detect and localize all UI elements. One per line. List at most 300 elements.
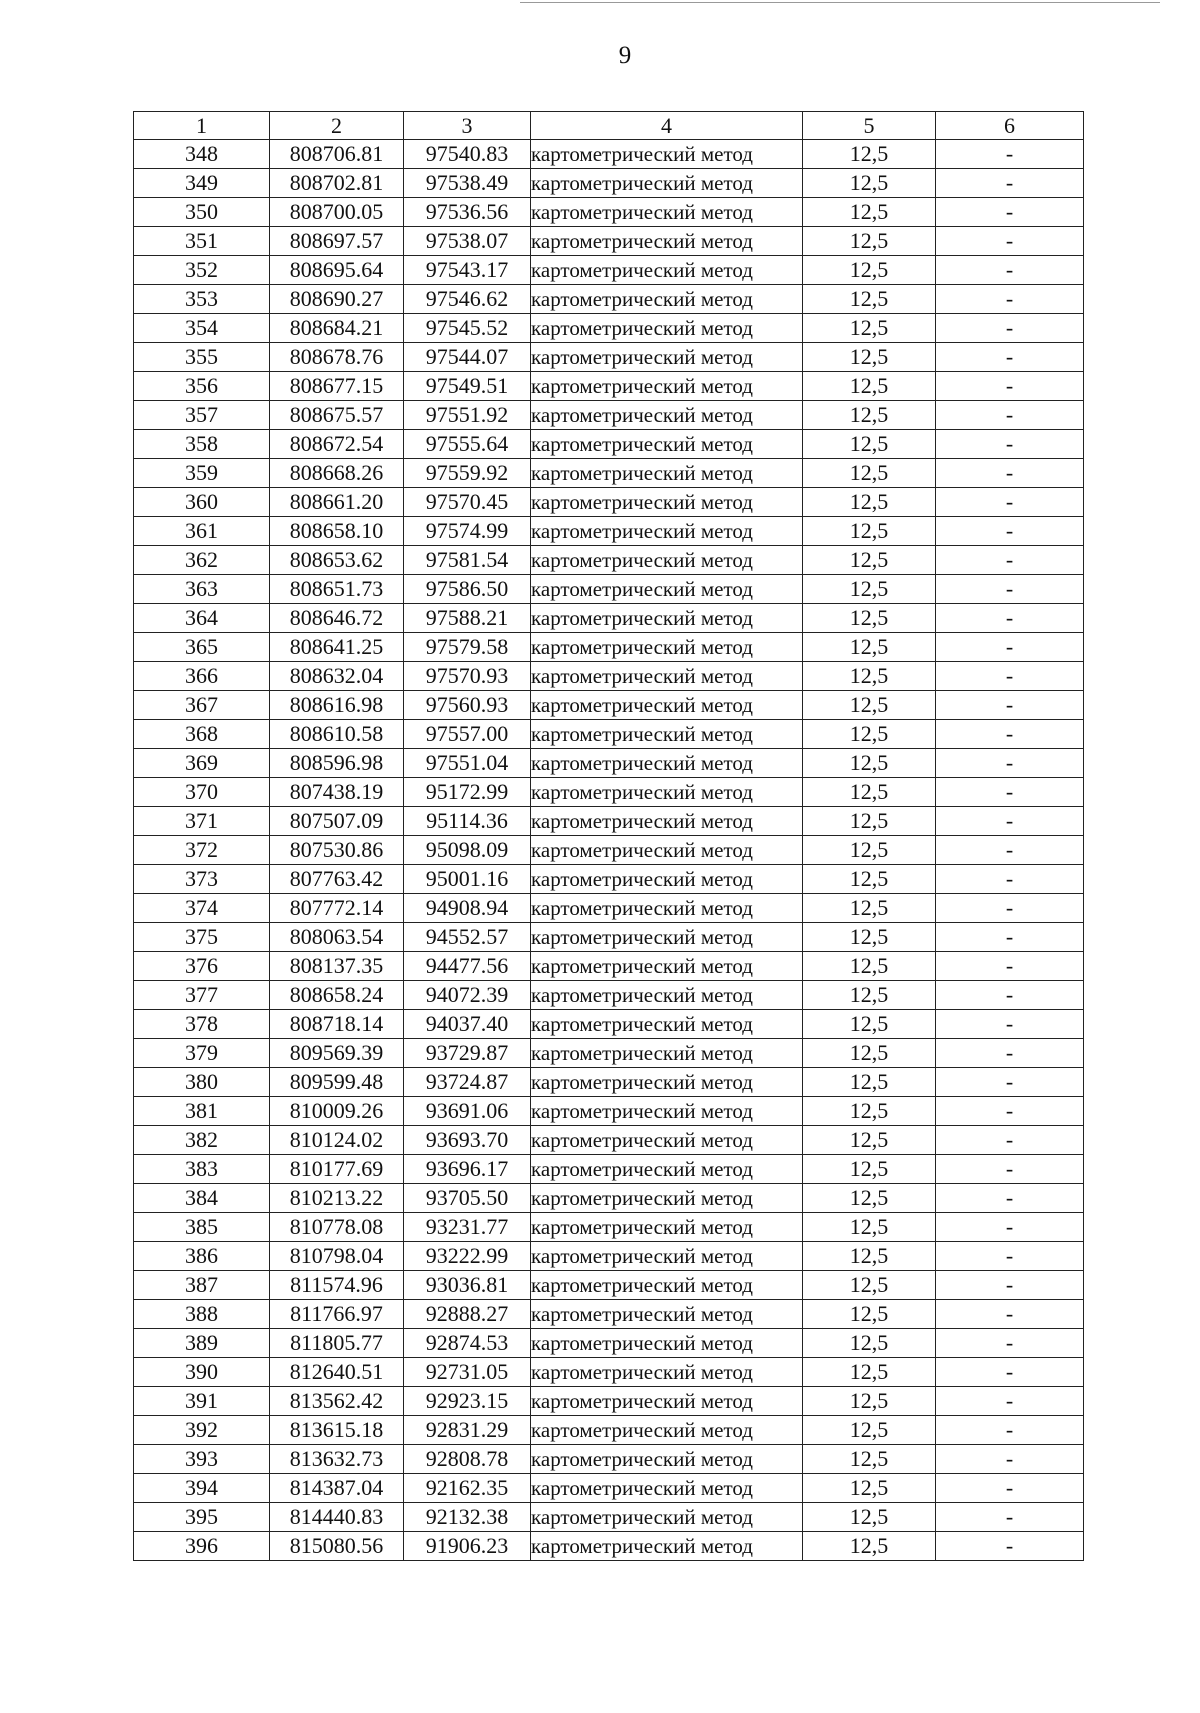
x-coordinate-cell: 808651.73 xyxy=(270,575,404,604)
method-cell: картометрический метод xyxy=(531,836,803,865)
point-number-cell: 396 xyxy=(134,1532,270,1561)
column-header: 4 xyxy=(531,112,803,140)
note-cell: - xyxy=(936,1387,1084,1416)
note-cell: - xyxy=(936,1474,1084,1503)
table-row xyxy=(134,1416,1084,1445)
method-cell: картометрический метод xyxy=(531,1039,803,1068)
point-number-cell: 373 xyxy=(134,865,270,894)
x-coordinate-cell: 808616.98 xyxy=(270,691,404,720)
method-cell: картометрический метод xyxy=(531,1503,803,1532)
method-cell: картометрический метод xyxy=(531,1329,803,1358)
y-coordinate-cell: 92831.29 xyxy=(404,1416,531,1445)
table-row xyxy=(134,604,1084,633)
note-cell: - xyxy=(936,633,1084,662)
point-number-cell: 358 xyxy=(134,430,270,459)
point-number-cell: 359 xyxy=(134,459,270,488)
table-row xyxy=(134,633,1084,662)
point-number-cell: 392 xyxy=(134,1416,270,1445)
accuracy-cell: 12,5 xyxy=(803,1387,936,1416)
note-cell: - xyxy=(936,401,1084,430)
point-number-cell: 354 xyxy=(134,314,270,343)
note-cell: - xyxy=(936,923,1084,952)
x-coordinate-cell: 808700.05 xyxy=(270,198,404,227)
accuracy-cell: 12,5 xyxy=(803,923,936,952)
accuracy-cell: 12,5 xyxy=(803,140,936,169)
x-coordinate-cell: 808697.57 xyxy=(270,227,404,256)
method-cell: картометрический метод xyxy=(531,720,803,749)
point-number-cell: 388 xyxy=(134,1300,270,1329)
y-coordinate-cell: 92731.05 xyxy=(404,1358,531,1387)
point-number-cell: 393 xyxy=(134,1445,270,1474)
y-coordinate-cell: 94908.94 xyxy=(404,894,531,923)
y-coordinate-cell: 92888.27 xyxy=(404,1300,531,1329)
x-coordinate-cell: 808063.54 xyxy=(270,923,404,952)
accuracy-cell: 12,5 xyxy=(803,1445,936,1474)
method-cell: картометрический метод xyxy=(531,575,803,604)
accuracy-cell: 12,5 xyxy=(803,1329,936,1358)
y-coordinate-cell: 94552.57 xyxy=(404,923,531,952)
point-number-cell: 368 xyxy=(134,720,270,749)
top-rule xyxy=(520,2,1160,3)
table-row xyxy=(134,662,1084,691)
accuracy-cell: 12,5 xyxy=(803,488,936,517)
note-cell: - xyxy=(936,1300,1084,1329)
y-coordinate-cell: 93696.17 xyxy=(404,1155,531,1184)
point-number-cell: 353 xyxy=(134,285,270,314)
y-coordinate-cell: 92132.38 xyxy=(404,1503,531,1532)
note-cell: - xyxy=(936,227,1084,256)
method-cell: картометрический метод xyxy=(531,807,803,836)
method-cell: картометрический метод xyxy=(531,459,803,488)
y-coordinate-cell: 93231.77 xyxy=(404,1213,531,1242)
point-number-cell: 380 xyxy=(134,1068,270,1097)
accuracy-cell: 12,5 xyxy=(803,1271,936,1300)
note-cell: - xyxy=(936,256,1084,285)
note-cell: - xyxy=(936,459,1084,488)
y-coordinate-cell: 97543.17 xyxy=(404,256,531,285)
note-cell: - xyxy=(936,1503,1084,1532)
table-row xyxy=(134,1155,1084,1184)
table-row xyxy=(134,517,1084,546)
x-coordinate-cell: 808675.57 xyxy=(270,401,404,430)
x-coordinate-cell: 808646.72 xyxy=(270,604,404,633)
accuracy-cell: 12,5 xyxy=(803,1184,936,1213)
x-coordinate-cell: 810778.08 xyxy=(270,1213,404,1242)
y-coordinate-cell: 92923.15 xyxy=(404,1387,531,1416)
x-coordinate-cell: 810213.22 xyxy=(270,1184,404,1213)
method-cell: картометрический метод xyxy=(531,1532,803,1561)
method-cell: картометрический метод xyxy=(531,140,803,169)
note-cell: - xyxy=(936,1010,1084,1039)
x-coordinate-cell: 812640.51 xyxy=(270,1358,404,1387)
x-coordinate-cell: 809599.48 xyxy=(270,1068,404,1097)
accuracy-cell: 12,5 xyxy=(803,894,936,923)
method-cell: картометрический метод xyxy=(531,256,803,285)
x-coordinate-cell: 807438.19 xyxy=(270,778,404,807)
accuracy-cell: 12,5 xyxy=(803,807,936,836)
x-coordinate-cell: 811766.97 xyxy=(270,1300,404,1329)
note-cell: - xyxy=(936,1184,1084,1213)
method-cell: картометрический метод xyxy=(531,169,803,198)
method-cell: картометрический метод xyxy=(531,1271,803,1300)
y-coordinate-cell: 97579.58 xyxy=(404,633,531,662)
accuracy-cell: 12,5 xyxy=(803,865,936,894)
note-cell: - xyxy=(936,546,1084,575)
method-cell: картометрический метод xyxy=(531,1300,803,1329)
accuracy-cell: 12,5 xyxy=(803,633,936,662)
note-cell: - xyxy=(936,807,1084,836)
x-coordinate-cell: 815080.56 xyxy=(270,1532,404,1561)
table-row xyxy=(134,894,1084,923)
method-cell: картометрический метод xyxy=(531,1358,803,1387)
accuracy-cell: 12,5 xyxy=(803,1097,936,1126)
method-cell: картометрический метод xyxy=(531,314,803,343)
x-coordinate-cell: 808137.35 xyxy=(270,952,404,981)
table-row xyxy=(134,865,1084,894)
method-cell: картометрический метод xyxy=(531,749,803,778)
table-row xyxy=(134,1300,1084,1329)
point-number-cell: 366 xyxy=(134,662,270,691)
y-coordinate-cell: 97581.54 xyxy=(404,546,531,575)
table-row xyxy=(134,227,1084,256)
y-coordinate-cell: 97538.49 xyxy=(404,169,531,198)
y-coordinate-cell: 93691.06 xyxy=(404,1097,531,1126)
table-row xyxy=(134,459,1084,488)
accuracy-cell: 12,5 xyxy=(803,343,936,372)
accuracy-cell: 12,5 xyxy=(803,575,936,604)
table-row xyxy=(134,1532,1084,1561)
point-number-cell: 352 xyxy=(134,256,270,285)
point-number-cell: 369 xyxy=(134,749,270,778)
method-cell: картометрический метод xyxy=(531,1474,803,1503)
y-coordinate-cell: 93729.87 xyxy=(404,1039,531,1068)
y-coordinate-cell: 91906.23 xyxy=(404,1532,531,1561)
note-cell: - xyxy=(936,1532,1084,1561)
note-cell: - xyxy=(936,749,1084,778)
y-coordinate-cell: 95098.09 xyxy=(404,836,531,865)
method-cell: картометрический метод xyxy=(531,1010,803,1039)
point-number-cell: 362 xyxy=(134,546,270,575)
y-coordinate-cell: 97551.92 xyxy=(404,401,531,430)
y-coordinate-cell: 95172.99 xyxy=(404,778,531,807)
y-coordinate-cell: 92874.53 xyxy=(404,1329,531,1358)
x-coordinate-cell: 813615.18 xyxy=(270,1416,404,1445)
note-cell: - xyxy=(936,140,1084,169)
accuracy-cell: 12,5 xyxy=(803,372,936,401)
accuracy-cell: 12,5 xyxy=(803,401,936,430)
note-cell: - xyxy=(936,1068,1084,1097)
x-coordinate-cell: 808678.76 xyxy=(270,343,404,372)
method-cell: картометрический метод xyxy=(531,981,803,1010)
point-number-cell: 361 xyxy=(134,517,270,546)
x-coordinate-cell: 810009.26 xyxy=(270,1097,404,1126)
point-number-cell: 378 xyxy=(134,1010,270,1039)
x-coordinate-cell: 808596.98 xyxy=(270,749,404,778)
note-cell: - xyxy=(936,691,1084,720)
note-cell: - xyxy=(936,1039,1084,1068)
table-row xyxy=(134,807,1084,836)
x-coordinate-cell: 810124.02 xyxy=(270,1126,404,1155)
y-coordinate-cell: 97540.83 xyxy=(404,140,531,169)
point-number-cell: 367 xyxy=(134,691,270,720)
method-cell: картометрический метод xyxy=(531,1155,803,1184)
y-coordinate-cell: 93222.99 xyxy=(404,1242,531,1271)
method-cell: картометрический метод xyxy=(531,1068,803,1097)
method-cell: картометрический метод xyxy=(531,662,803,691)
accuracy-cell: 12,5 xyxy=(803,314,936,343)
column-header: 1 xyxy=(134,112,270,140)
table-header-row xyxy=(134,112,1084,140)
note-cell: - xyxy=(936,1242,1084,1271)
x-coordinate-cell: 807507.09 xyxy=(270,807,404,836)
note-cell: - xyxy=(936,604,1084,633)
point-number-cell: 385 xyxy=(134,1213,270,1242)
table-row xyxy=(134,1503,1084,1532)
note-cell: - xyxy=(936,1445,1084,1474)
method-cell: картометрический метод xyxy=(531,1213,803,1242)
method-cell: картометрический метод xyxy=(531,227,803,256)
table-row xyxy=(134,778,1084,807)
y-coordinate-cell: 92808.78 xyxy=(404,1445,531,1474)
accuracy-cell: 12,5 xyxy=(803,1416,936,1445)
note-cell: - xyxy=(936,575,1084,604)
method-cell: картометрический метод xyxy=(531,1097,803,1126)
table-row xyxy=(134,1271,1084,1300)
accuracy-cell: 12,5 xyxy=(803,256,936,285)
x-coordinate-cell: 808661.20 xyxy=(270,488,404,517)
x-coordinate-cell: 813562.42 xyxy=(270,1387,404,1416)
y-coordinate-cell: 97555.64 xyxy=(404,430,531,459)
point-number-cell: 387 xyxy=(134,1271,270,1300)
point-number-cell: 370 xyxy=(134,778,270,807)
column-header: 5 xyxy=(803,112,936,140)
note-cell: - xyxy=(936,430,1084,459)
accuracy-cell: 12,5 xyxy=(803,169,936,198)
method-cell: картометрический метод xyxy=(531,923,803,952)
x-coordinate-cell: 814440.83 xyxy=(270,1503,404,1532)
table-row xyxy=(134,198,1084,227)
x-coordinate-cell: 808653.62 xyxy=(270,546,404,575)
table-row xyxy=(134,836,1084,865)
point-number-cell: 348 xyxy=(134,140,270,169)
column-header: 6 xyxy=(936,112,1084,140)
point-number-cell: 381 xyxy=(134,1097,270,1126)
accuracy-cell: 12,5 xyxy=(803,1039,936,1068)
note-cell: - xyxy=(936,1155,1084,1184)
accuracy-cell: 12,5 xyxy=(803,546,936,575)
table-row xyxy=(134,952,1084,981)
x-coordinate-cell: 808690.27 xyxy=(270,285,404,314)
point-number-cell: 357 xyxy=(134,401,270,430)
x-coordinate-cell: 808632.04 xyxy=(270,662,404,691)
table-row xyxy=(134,1242,1084,1271)
x-coordinate-cell: 808677.15 xyxy=(270,372,404,401)
table-row xyxy=(134,691,1084,720)
point-number-cell: 372 xyxy=(134,836,270,865)
accuracy-cell: 12,5 xyxy=(803,227,936,256)
x-coordinate-cell: 807763.42 xyxy=(270,865,404,894)
method-cell: картометрический метод xyxy=(531,198,803,227)
x-coordinate-cell: 808641.25 xyxy=(270,633,404,662)
point-number-cell: 351 xyxy=(134,227,270,256)
table-row xyxy=(134,1010,1084,1039)
x-coordinate-cell: 808718.14 xyxy=(270,1010,404,1039)
x-coordinate-cell: 808658.24 xyxy=(270,981,404,1010)
y-coordinate-cell: 97544.07 xyxy=(404,343,531,372)
accuracy-cell: 12,5 xyxy=(803,1213,936,1242)
accuracy-cell: 12,5 xyxy=(803,952,936,981)
point-number-cell: 371 xyxy=(134,807,270,836)
note-cell: - xyxy=(936,952,1084,981)
point-number-cell: 379 xyxy=(134,1039,270,1068)
note-cell: - xyxy=(936,1213,1084,1242)
y-coordinate-cell: 94072.39 xyxy=(404,981,531,1010)
point-number-cell: 382 xyxy=(134,1126,270,1155)
note-cell: - xyxy=(936,720,1084,749)
table-row xyxy=(134,372,1084,401)
method-cell: картометрический метод xyxy=(531,633,803,662)
table-row xyxy=(134,256,1084,285)
method-cell: картометрический метод xyxy=(531,401,803,430)
point-number-cell: 375 xyxy=(134,923,270,952)
accuracy-cell: 12,5 xyxy=(803,981,936,1010)
x-coordinate-cell: 810798.04 xyxy=(270,1242,404,1271)
table-body xyxy=(134,140,1084,1561)
column-header: 3 xyxy=(404,112,531,140)
page-number: 9 xyxy=(618,42,632,69)
note-cell: - xyxy=(936,488,1084,517)
accuracy-cell: 12,5 xyxy=(803,749,936,778)
accuracy-cell: 12,5 xyxy=(803,459,936,488)
y-coordinate-cell: 97588.21 xyxy=(404,604,531,633)
y-coordinate-cell: 97559.92 xyxy=(404,459,531,488)
y-coordinate-cell: 93724.87 xyxy=(404,1068,531,1097)
y-coordinate-cell: 97536.56 xyxy=(404,198,531,227)
y-coordinate-cell: 97545.52 xyxy=(404,314,531,343)
x-coordinate-cell: 811805.77 xyxy=(270,1329,404,1358)
method-cell: картометрический метод xyxy=(531,517,803,546)
y-coordinate-cell: 94037.40 xyxy=(404,1010,531,1039)
column-header: 2 xyxy=(270,112,404,140)
note-cell: - xyxy=(936,894,1084,923)
table-row xyxy=(134,169,1084,198)
table-row xyxy=(134,401,1084,430)
point-number-cell: 384 xyxy=(134,1184,270,1213)
point-number-cell: 391 xyxy=(134,1387,270,1416)
y-coordinate-cell: 95001.16 xyxy=(404,865,531,894)
y-coordinate-cell: 97570.45 xyxy=(404,488,531,517)
method-cell: картометрический метод xyxy=(531,488,803,517)
note-cell: - xyxy=(936,1271,1084,1300)
y-coordinate-cell: 97570.93 xyxy=(404,662,531,691)
note-cell: - xyxy=(936,169,1084,198)
point-number-cell: 363 xyxy=(134,575,270,604)
y-coordinate-cell: 92162.35 xyxy=(404,1474,531,1503)
accuracy-cell: 12,5 xyxy=(803,1010,936,1039)
y-coordinate-cell: 97557.00 xyxy=(404,720,531,749)
y-coordinate-cell: 95114.36 xyxy=(404,807,531,836)
note-cell: - xyxy=(936,517,1084,546)
table-row xyxy=(134,575,1084,604)
method-cell: картометрический метод xyxy=(531,430,803,459)
note-cell: - xyxy=(936,1097,1084,1126)
table-row xyxy=(134,1097,1084,1126)
point-number-cell: 395 xyxy=(134,1503,270,1532)
table-row xyxy=(134,1329,1084,1358)
table-row xyxy=(134,1126,1084,1155)
table-row xyxy=(134,1039,1084,1068)
y-coordinate-cell: 93705.50 xyxy=(404,1184,531,1213)
y-coordinate-cell: 97586.50 xyxy=(404,575,531,604)
note-cell: - xyxy=(936,1329,1084,1358)
point-number-cell: 356 xyxy=(134,372,270,401)
x-coordinate-cell: 808610.58 xyxy=(270,720,404,749)
note-cell: - xyxy=(936,343,1084,372)
y-coordinate-cell: 97538.07 xyxy=(404,227,531,256)
y-coordinate-cell: 97574.99 xyxy=(404,517,531,546)
note-cell: - xyxy=(936,778,1084,807)
table-row xyxy=(134,1184,1084,1213)
accuracy-cell: 12,5 xyxy=(803,836,936,865)
method-cell: картометрический метод xyxy=(531,372,803,401)
x-coordinate-cell: 808672.54 xyxy=(270,430,404,459)
method-cell: картометрический метод xyxy=(531,778,803,807)
method-cell: картометрический метод xyxy=(531,546,803,575)
point-number-cell: 349 xyxy=(134,169,270,198)
accuracy-cell: 12,5 xyxy=(803,285,936,314)
point-number-cell: 383 xyxy=(134,1155,270,1184)
accuracy-cell: 12,5 xyxy=(803,1474,936,1503)
point-number-cell: 377 xyxy=(134,981,270,1010)
note-cell: - xyxy=(936,1416,1084,1445)
accuracy-cell: 12,5 xyxy=(803,1300,936,1329)
point-number-cell: 374 xyxy=(134,894,270,923)
x-coordinate-cell: 811574.96 xyxy=(270,1271,404,1300)
accuracy-cell: 12,5 xyxy=(803,430,936,459)
table-row xyxy=(134,1474,1084,1503)
y-coordinate-cell: 97551.04 xyxy=(404,749,531,778)
table-row xyxy=(134,749,1084,778)
y-coordinate-cell: 93036.81 xyxy=(404,1271,531,1300)
accuracy-cell: 12,5 xyxy=(803,662,936,691)
x-coordinate-cell: 808668.26 xyxy=(270,459,404,488)
method-cell: картометрический метод xyxy=(531,604,803,633)
y-coordinate-cell: 94477.56 xyxy=(404,952,531,981)
x-coordinate-cell: 814387.04 xyxy=(270,1474,404,1503)
x-coordinate-cell: 808706.81 xyxy=(270,140,404,169)
point-number-cell: 355 xyxy=(134,343,270,372)
x-coordinate-cell: 807772.14 xyxy=(270,894,404,923)
x-coordinate-cell: 809569.39 xyxy=(270,1039,404,1068)
accuracy-cell: 12,5 xyxy=(803,517,936,546)
note-cell: - xyxy=(936,836,1084,865)
table-row xyxy=(134,343,1084,372)
x-coordinate-cell: 808658.10 xyxy=(270,517,404,546)
table-row xyxy=(134,1387,1084,1416)
y-coordinate-cell: 97560.93 xyxy=(404,691,531,720)
accuracy-cell: 12,5 xyxy=(803,1155,936,1184)
table-row xyxy=(134,430,1084,459)
x-coordinate-cell: 808695.64 xyxy=(270,256,404,285)
point-number-cell: 394 xyxy=(134,1474,270,1503)
x-coordinate-cell: 810177.69 xyxy=(270,1155,404,1184)
point-number-cell: 364 xyxy=(134,604,270,633)
y-coordinate-cell: 97549.51 xyxy=(404,372,531,401)
x-coordinate-cell: 808702.81 xyxy=(270,169,404,198)
table-row xyxy=(134,1358,1084,1387)
note-cell: - xyxy=(936,314,1084,343)
y-coordinate-cell: 97546.62 xyxy=(404,285,531,314)
